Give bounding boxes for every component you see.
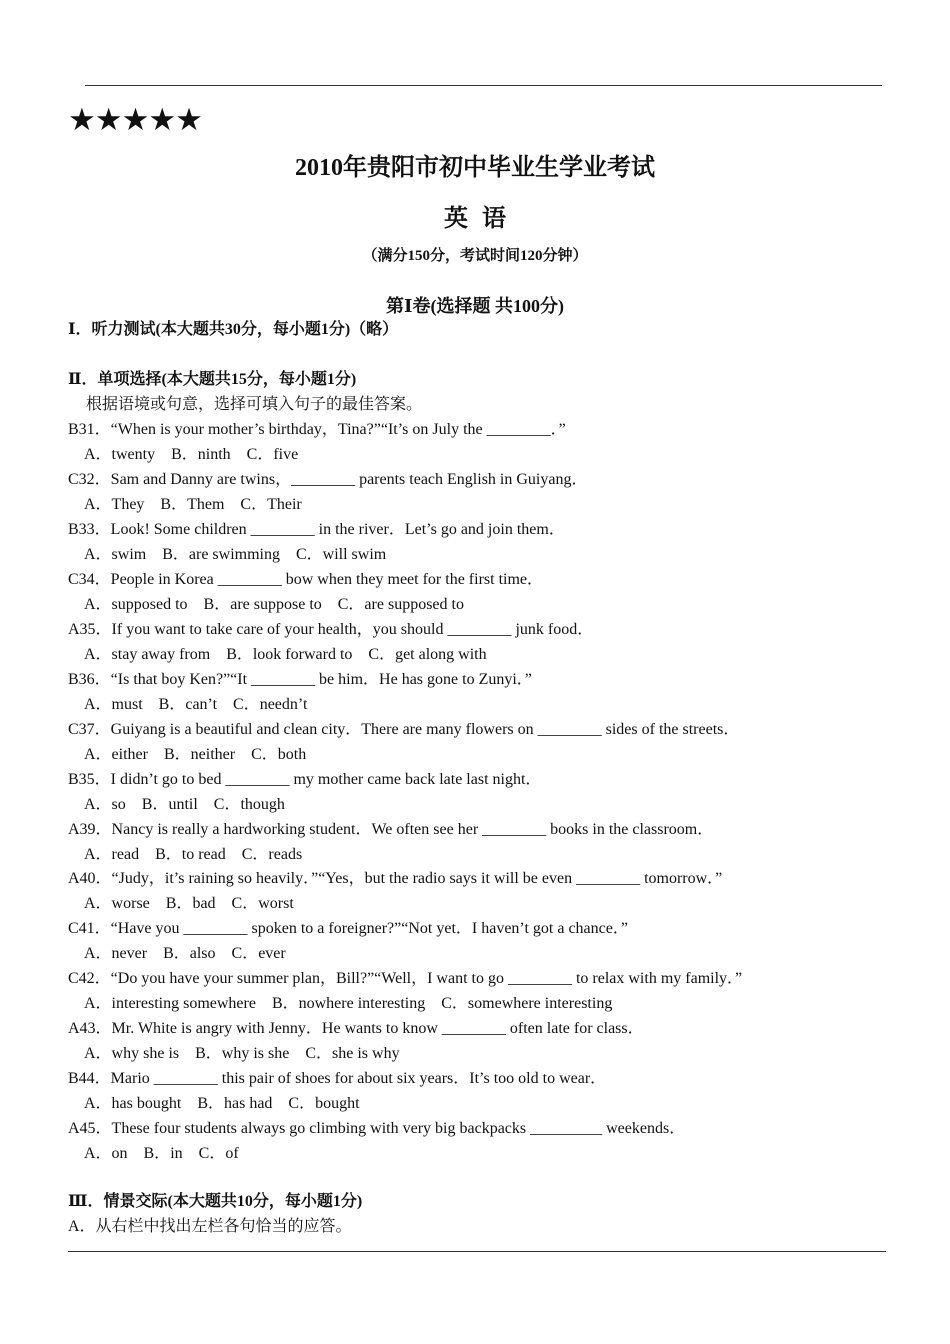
question-44: B44．Mario ________ this pair of shoes for about six years．It’s too old to wear．	[68, 1070, 607, 1087]
options-37: A．either B．neither C．both	[84, 746, 307, 763]
section-2-instructions: 根据语境或句意，选择可填入句子的最佳答案。	[86, 396, 423, 413]
section-2-heading: Ⅱ．单项选择(本大题共15分，每小题1分)	[68, 371, 357, 388]
options-35: A．stay away from B．look forward to C．get along with	[84, 646, 487, 663]
options-45: A．on B．in C．of	[84, 1145, 239, 1162]
question-34: C34．People in Korea ________ bow when they meet for the first time．	[68, 571, 544, 588]
exam-title: 2010年贵阳市初中毕业生学业考试	[295, 155, 655, 181]
question-42: C42．“Do you have your summer plan，Bill?”“Well，I want to go ________ to relax with my family．”	[68, 970, 743, 987]
exam-info: （满分150分，考试时间120分钟）	[362, 248, 588, 264]
options-36: A．must B．can’t C．needn’t	[84, 696, 308, 713]
options-41: A．never B．also C．ever	[84, 945, 286, 962]
bottom-rule	[68, 1251, 886, 1252]
part-heading: 第Ⅰ卷(选择题 共100分)	[386, 296, 564, 316]
question-41: C41．“Have you ________ spoken to a foreigner?”“Not yet．I haven’t got a chance．”	[68, 920, 628, 937]
options-39: A．read B．to read C．reads	[84, 846, 303, 863]
section-1-heading: Ⅰ．听力测试(本大题共30分，每小题1分)（略）	[68, 321, 399, 338]
question-39: A39．Nancy is really a hardworking student．We often see her ________ books in the classroom．	[68, 821, 714, 838]
options-43: A．why she is B．why is she C．she is why	[84, 1045, 400, 1062]
question-38: B35．I didn’t go to bed ________ my mother came back late last night．	[68, 771, 542, 788]
question-35: A35．If you want to take care of your health，you should ________ junk food．	[68, 621, 594, 638]
question-45: A45．These four students always go climbing with very big backpacks _________ weekends．	[68, 1120, 686, 1137]
options-32: A．They B．Them C．Their	[84, 496, 302, 513]
section-3-heading: Ⅲ．情景交际(本大题共10分，每小题1分)	[68, 1193, 363, 1210]
top-rule	[85, 85, 882, 86]
options-40: A．worse B．bad C．worst	[84, 895, 294, 912]
options-33: A．swim B．are swimming C．will swim	[84, 546, 387, 563]
question-33: B33．Look! Some children ________ in the river．Let’s go and join them．	[68, 521, 565, 538]
options-38: A．so B．until C．though	[84, 796, 285, 813]
options-42: A．interesting somewhere B．nowhere interesting C．somewhere interesting	[84, 995, 613, 1012]
question-40: A40．“Judy，it’s raining so heavily．”“Yes，but the radio says it will be even ________ tomorrow．”	[68, 870, 723, 887]
question-31: B31．“When is your mother’s birthday，Tina?”“It’s on July the ________．”	[68, 421, 566, 438]
question-36: B36．“Is that boy Ken?”“It ________ be him．He has gone to Zunyi．”	[68, 671, 532, 688]
options-31: A．twenty B．ninth C．five	[84, 446, 299, 463]
exam-subject: 英语	[444, 206, 520, 232]
options-34: A．supposed to B．are suppose to C．are supposed to	[84, 596, 464, 613]
section-3-instructions: A．从右栏中找出左栏各句恰当的应答。	[68, 1218, 352, 1235]
question-43: A43．Mr. White is angry with Jenny．He wants to know ________ often late for class．	[68, 1020, 644, 1037]
question-32: C32．Sam and Danny are twins，________ parents teach English in Guiyang．	[68, 471, 588, 488]
difficulty-stars: ★★★★★	[68, 102, 202, 138]
question-37: C37．Guiyang is a beautiful and clean city．There are many flowers on ________ sides of the streets．	[68, 721, 740, 738]
options-44: A．has bought B．has had C．bought	[84, 1095, 360, 1112]
